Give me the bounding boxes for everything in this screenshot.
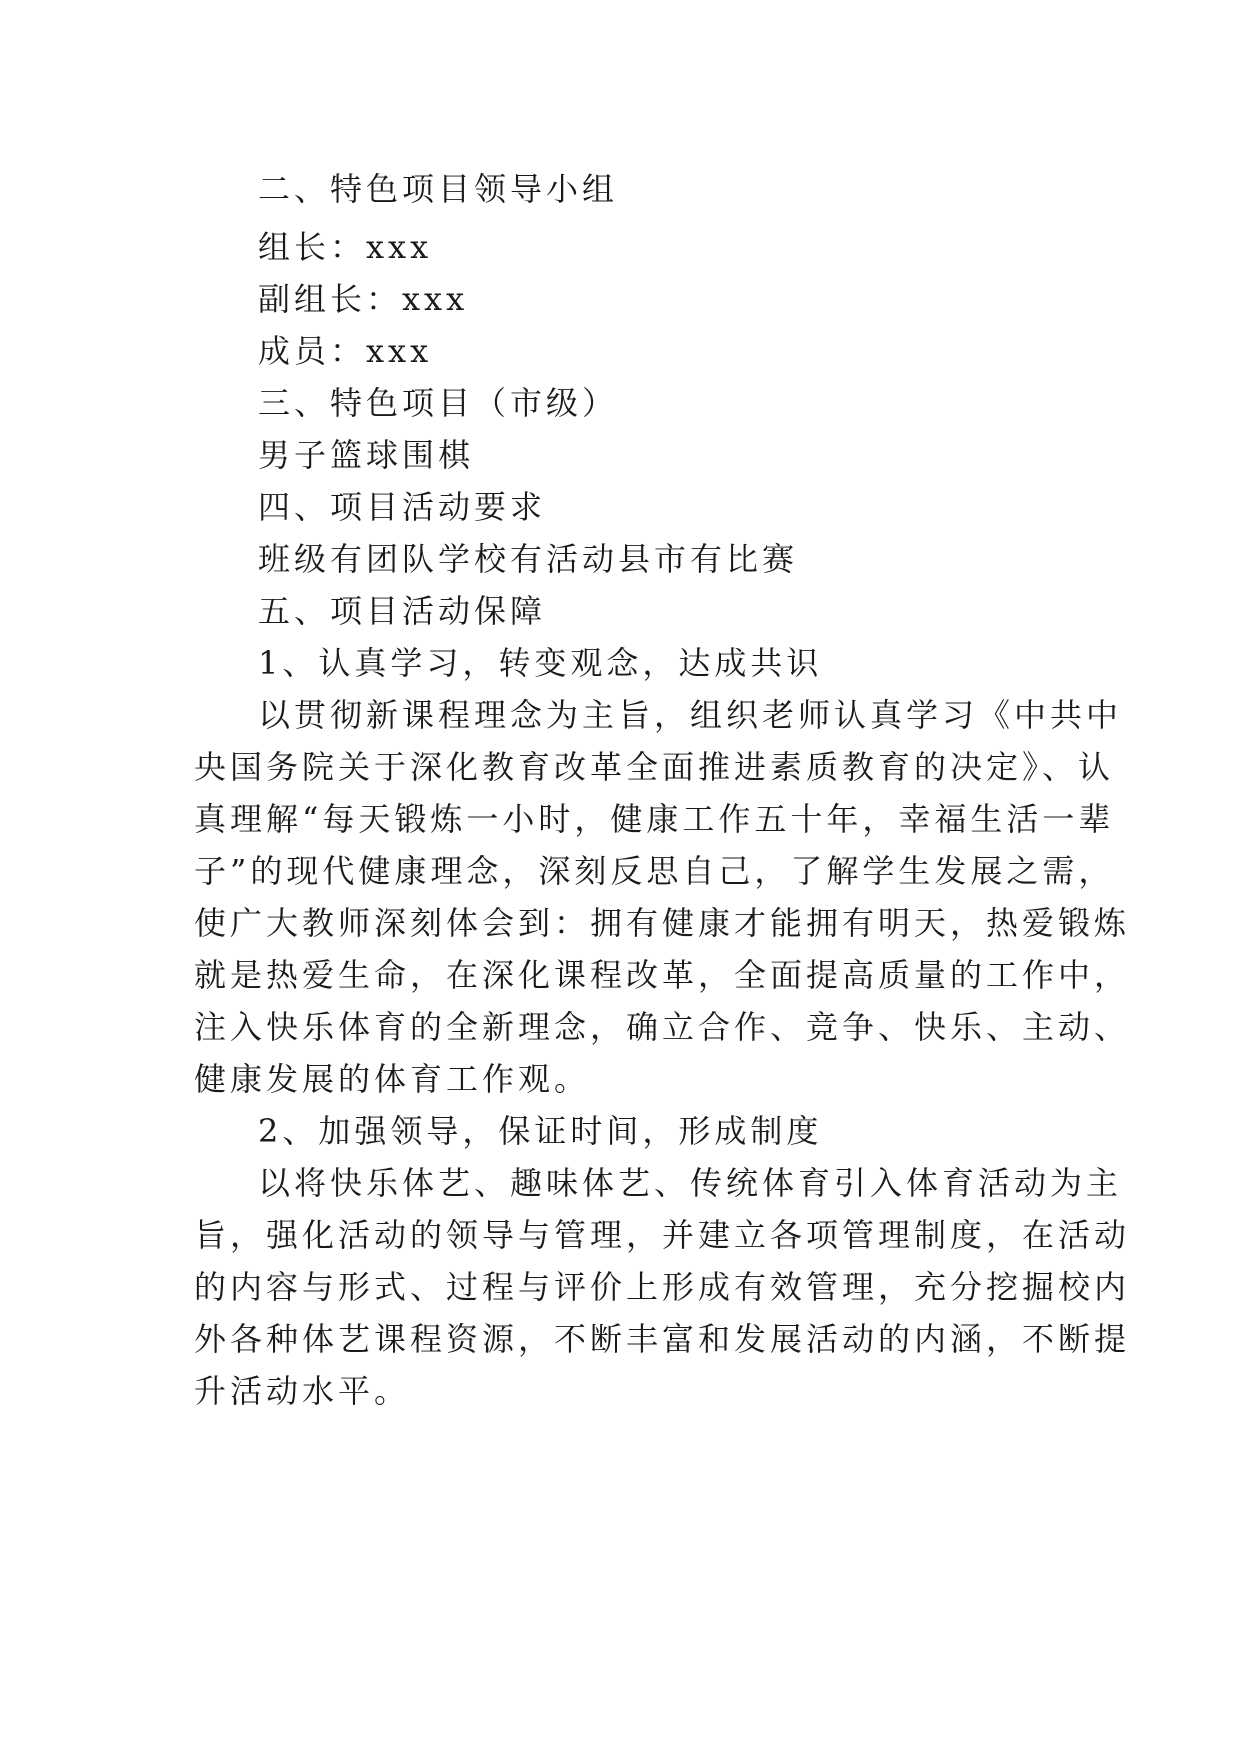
members-line: 成员：xxx bbox=[258, 332, 433, 370]
paragraph-2-line-1: 以将快乐体艺、趣味体艺、传统体育引入体育活动为主 bbox=[258, 1164, 1123, 1202]
subheading-study-concepts: 1、认真学习，转变观念，达成共识 bbox=[258, 644, 823, 682]
paragraph-1-line-3: 真理解“每天锻炼一小时，健康工作五十年，幸福生活一辈 bbox=[194, 800, 1115, 838]
paragraph-1-line-7: 注入快乐体育的全新理念，确立合作、竞争、快乐、主动、 bbox=[194, 1008, 1131, 1046]
paragraph-1-line-2: 央国务院关于深化教育改革全面推进素质教育的决定》、认 bbox=[194, 748, 1115, 786]
paragraph-2-line-5: 升活动水平。 bbox=[194, 1372, 411, 1410]
paragraph-2-line-4: 外各种体艺课程资源，不断丰富和发展活动的内涵，不断提 bbox=[194, 1320, 1131, 1358]
paragraph-2-line-2: 旨，强化活动的领导与管理，并建立各项管理制度，在活动 bbox=[194, 1216, 1131, 1254]
paragraph-1-line-5: 使广大教师深刻体会到：拥有健康才能拥有明天，热爱锻炼 bbox=[194, 904, 1131, 942]
paragraph-1-line-6: 就是热爱生命，在深化课程改革，全面提高质量的工作中， bbox=[194, 956, 1131, 994]
paragraph-1-line-4: 子”的现代健康理念，深刻反思自己，了解学生发展之需， bbox=[194, 852, 1115, 890]
paragraph-1-line-1: 以贯彻新课程理念为主旨，组织老师认真学习《中共中 bbox=[258, 696, 1123, 734]
section-heading-activity-requirements: 四、项目活动要求 bbox=[258, 488, 547, 526]
group-leader-line: 组长：xxx bbox=[258, 228, 433, 266]
featured-projects-line: 男子篮球围棋 bbox=[258, 436, 475, 474]
subheading-leadership-time-system: 2、加强领导，保证时间，形成制度 bbox=[258, 1112, 823, 1150]
paragraph-2-line-3: 的内容与形式、过程与评价上形成有效管理，充分挖掘校内 bbox=[194, 1268, 1131, 1306]
paragraph-1-line-8: 健康发展的体育工作观。 bbox=[194, 1060, 591, 1098]
section-heading-leadership-group: 二、特色项目领导小组 bbox=[258, 170, 619, 208]
activity-requirements-line: 班级有团队学校有活动县市有比赛 bbox=[258, 540, 799, 578]
section-heading-activity-guarantee: 五、项目活动保障 bbox=[258, 592, 547, 630]
section-heading-featured-projects: 三、特色项目（市级） bbox=[258, 384, 619, 422]
deputy-group-leader-line: 副组长：xxx bbox=[258, 280, 469, 318]
